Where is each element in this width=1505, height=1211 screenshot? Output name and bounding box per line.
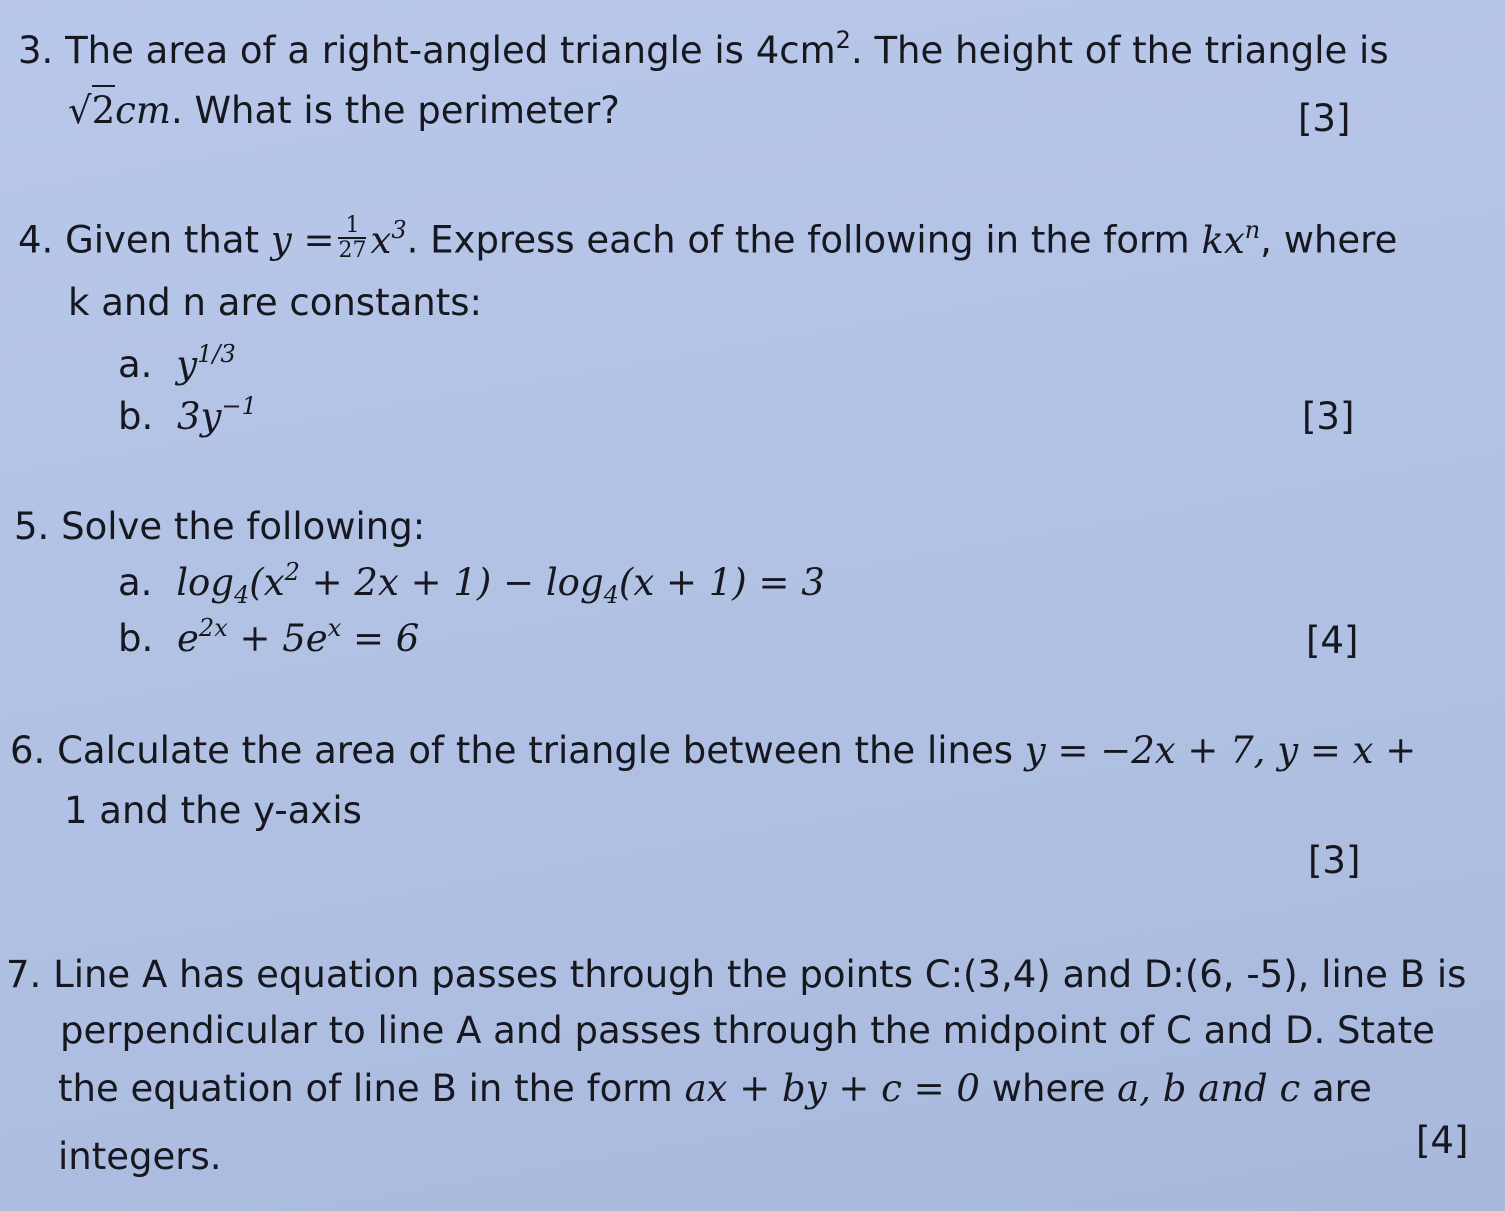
q6-marks: [3]: [1308, 839, 1361, 882]
q5-part-b-expr: $e^{2x} + 5e^x = 6$: [177, 614, 420, 660]
q4-part-a-expr: $y^{1/3}$: [176, 340, 236, 386]
q4-line1: [18, 213, 1398, 266]
q3-line1: [18, 26, 1389, 72]
q5-line1: [14, 505, 426, 548]
q5-part-a-label: a.: [118, 561, 153, 604]
q7-line3-vars: a, b and c: [1117, 1067, 1301, 1110]
q3-number: 3.: [18, 29, 54, 72]
q5-part-a-expr: $\log_4(x^2 + 2x + 1) - \log_4(x + 1) = 3$: [176, 558, 825, 609]
q6-text-a: Calculate the area of the triangle between the lines: [57, 729, 1014, 772]
q4-part-b: [118, 392, 257, 438]
q4-fraction: $\frac{1}{27}$: [338, 213, 367, 264]
q7-line1: [6, 953, 1467, 996]
q5-text-a: Solve the following:: [61, 505, 426, 548]
q6-equations: y = −2x + 7, y = x +: [1024, 729, 1417, 772]
q4-part-b-expr: $3y^{-1}$: [177, 392, 257, 438]
q3-height: √2: [68, 85, 115, 132]
q5-part-a: [118, 558, 825, 609]
q3-text-b: . The height of the triangle is: [850, 29, 1389, 72]
q4-line2: k and n are constants:: [68, 281, 482, 324]
q4-number: 4.: [18, 218, 54, 262]
q7-line4: integers.: [58, 1135, 222, 1178]
q4-marks: [3]: [1302, 395, 1355, 438]
q3-height-unit: cm: [115, 89, 171, 132]
q7-line3-eq: ax + by + c = 0: [684, 1067, 980, 1110]
q7-line2: perpendicular to line A and passes through the midpoint of C and D. State: [60, 1009, 1435, 1052]
q7-line3: [58, 1067, 1372, 1110]
q5-part-b: [118, 614, 420, 660]
q4-text-b: . Express each of the following in the form: [406, 218, 1190, 262]
q7-line3-b: where: [991, 1067, 1106, 1110]
q4-text-a: Given that: [65, 218, 260, 262]
q7-line3-c: are: [1312, 1067, 1372, 1110]
q5-marks: [4]: [1306, 619, 1359, 662]
q4-part-a: [118, 340, 236, 386]
q4-eq-var: $x^3$: [370, 215, 407, 262]
q6-line2: 1 and the y-axis: [64, 789, 362, 832]
q7-marks: [4]: [1416, 1119, 1469, 1162]
q3-line2: [68, 89, 620, 132]
q7-number: 7.: [6, 953, 42, 996]
q3-text-a: The area of a right-angled triangle is: [65, 29, 744, 72]
q3-area: $4cm^2$: [755, 26, 851, 72]
q4-form: $kx^n$: [1201, 215, 1261, 262]
q5-part-b-label: b.: [118, 617, 154, 660]
q4-eq-lhs: y =: [270, 218, 335, 262]
q3-text-c: . What is the perimeter?: [170, 89, 620, 132]
q4-part-a-label: a.: [118, 343, 153, 386]
q4-text-c: , where: [1260, 218, 1398, 262]
q7-line1-text: Line A has equation passes through the points C:(3,4) and D:(6, -5), line B is: [53, 953, 1467, 996]
q3-marks: [3]: [1298, 97, 1351, 140]
q6-number: 6.: [10, 729, 46, 772]
q7-line3-a: the equation of line B in the form: [58, 1067, 673, 1110]
q5-number: 5.: [14, 505, 50, 548]
q4-part-b-label: b.: [118, 395, 154, 438]
q6-line1: [10, 729, 1417, 772]
